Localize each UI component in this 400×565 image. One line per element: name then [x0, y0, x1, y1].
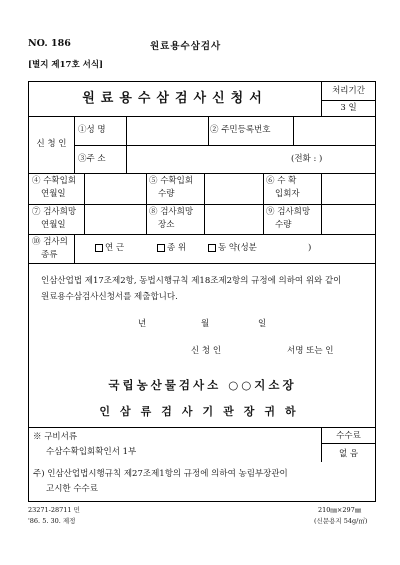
paper-size: 210㎜×297㎜	[318, 506, 362, 514]
harvest-witness-label-2: 입회자	[275, 189, 300, 199]
reg-no-label: ② 주민등록번호	[210, 125, 271, 135]
fee-label: 수수료	[336, 431, 361, 441]
date-day: 일	[258, 319, 267, 329]
inspect-qty-label-2: 수량	[275, 220, 292, 230]
harvest-qty-label-2: 수량	[158, 189, 175, 199]
type-option-label: 종 위	[167, 243, 187, 253]
harvest-qty-label: ⑤ 수확입회	[149, 176, 194, 186]
type-option-dongyak[interactable]	[208, 243, 257, 254]
date-month: 월	[201, 319, 210, 329]
type-option-jongwi[interactable]	[157, 243, 186, 254]
note-line-2: 고시한 수수료	[46, 484, 98, 494]
applicant-sign-label: 신 청 인	[191, 346, 222, 356]
address-label: ③주 소	[78, 154, 106, 164]
processing-period-label: 처리기간	[332, 86, 365, 96]
inspect-place-label: ⑧ 검사희망	[149, 207, 194, 217]
name-label: ①성 명	[78, 125, 106, 135]
inspect-date-label-2: 연월일	[41, 220, 66, 230]
inspect-place-label-2: 장소	[158, 220, 175, 230]
applicant-label: 신 청 인	[36, 139, 67, 149]
sign-note: 서명 또는 인	[287, 346, 334, 356]
inspection-type-label-2: 종류	[41, 250, 58, 260]
harvest-date-label: ④ 수확입회	[32, 176, 77, 186]
date-year: 년	[138, 319, 147, 329]
type-option-label: 연 근	[105, 243, 125, 253]
checkbox-icon	[157, 244, 165, 252]
form-title: 원료용수삼검사신청서	[82, 91, 268, 106]
form-annex-tag: [별지 제17호 서식]	[28, 60, 104, 70]
form-code: 23271-28711 민	[28, 506, 80, 514]
type-option-label: 동 약(성분	[218, 243, 257, 253]
inspect-date-label: ⑦ 검사희망	[32, 207, 77, 217]
note-line-1: 주) 인삼산업법시행규칙 제27조제1항의 규정에 의하여 농림부장관이	[33, 469, 288, 479]
application-form	[28, 81, 376, 502]
checkbox-icon	[95, 244, 103, 252]
fee-value: 없 음	[338, 449, 359, 459]
processing-period-value: 3 일	[340, 103, 357, 113]
checkbox-icon	[208, 244, 216, 252]
inspect-qty-label: ⑨ 검사희망	[266, 207, 311, 217]
document-header-title: 원료용수삼검사	[150, 41, 222, 52]
paper-type: (신문용지 54g/㎡)	[314, 517, 368, 525]
type-option-yeongeun[interactable]	[95, 243, 124, 254]
statement-line-1: 인삼산업법 제17조제2항, 동법시행규칙 제18조제2항의 규정에 의하여 위와 같이	[41, 276, 342, 286]
attachment-title: ※ 구비서류	[33, 432, 78, 442]
phone-label: (전화 : )	[291, 154, 323, 164]
harvest-witness-label: ⑥ 수 확	[266, 176, 297, 186]
document-number: NO. 186	[28, 38, 71, 49]
attachment-item: 수삼수확입회확인서 1부	[46, 447, 137, 457]
type-option-close-paren: )	[308, 243, 312, 253]
agency-name: 국립농산물검사소 ○○지소장	[108, 378, 297, 392]
harvest-date-label-2: 연월일	[41, 189, 66, 199]
form-revision: '86. 5. 30. 제정	[28, 517, 76, 525]
statement-line-2: 원료용수삼검사신청서를 제출합니다.	[41, 292, 178, 302]
inspection-type-label: ⑩ 검사의	[32, 237, 68, 247]
recipient: 인삼류검사기관장귀하	[99, 405, 306, 418]
